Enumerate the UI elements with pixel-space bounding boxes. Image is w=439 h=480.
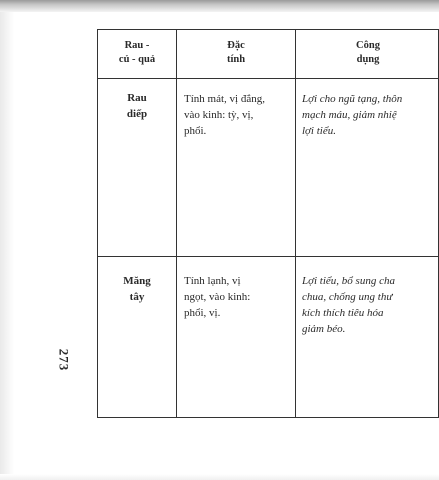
page-bottom-edge (0, 474, 439, 480)
table-row-property: Tính lạnh, vị ngọt, vào kinh: phổi, vị. (184, 275, 251, 319)
table-row-use: Lợi tiểu, bổ sung cha chua, chống ung thư kích thích tiêu hóa giảm béo. (302, 275, 395, 335)
table-row-property: Tính mát, vị đắng, vào kinh: tỳ, vị, phổi. (184, 93, 265, 137)
header-property: Đặc tính (226, 40, 246, 65)
table-row-name: Măng tây (123, 275, 151, 303)
table-column-divider (176, 30, 177, 417)
header-use: Công dụng (356, 40, 380, 65)
properties-table (97, 29, 439, 418)
page-top-edge (0, 0, 439, 12)
table-header-divider (98, 78, 438, 79)
table-row-use: Lợi cho ngũ tạng, thôn mạch máu, giảm nhiệ lợi tiểu. (302, 93, 403, 137)
page-number: 273 (56, 348, 72, 372)
page-left-shadow (0, 12, 14, 480)
table-row-divider (98, 256, 438, 257)
table-column-divider (295, 30, 296, 417)
table-row-name: Rau diếp (126, 92, 148, 120)
header-produce: Rau - củ - quả (118, 40, 156, 65)
